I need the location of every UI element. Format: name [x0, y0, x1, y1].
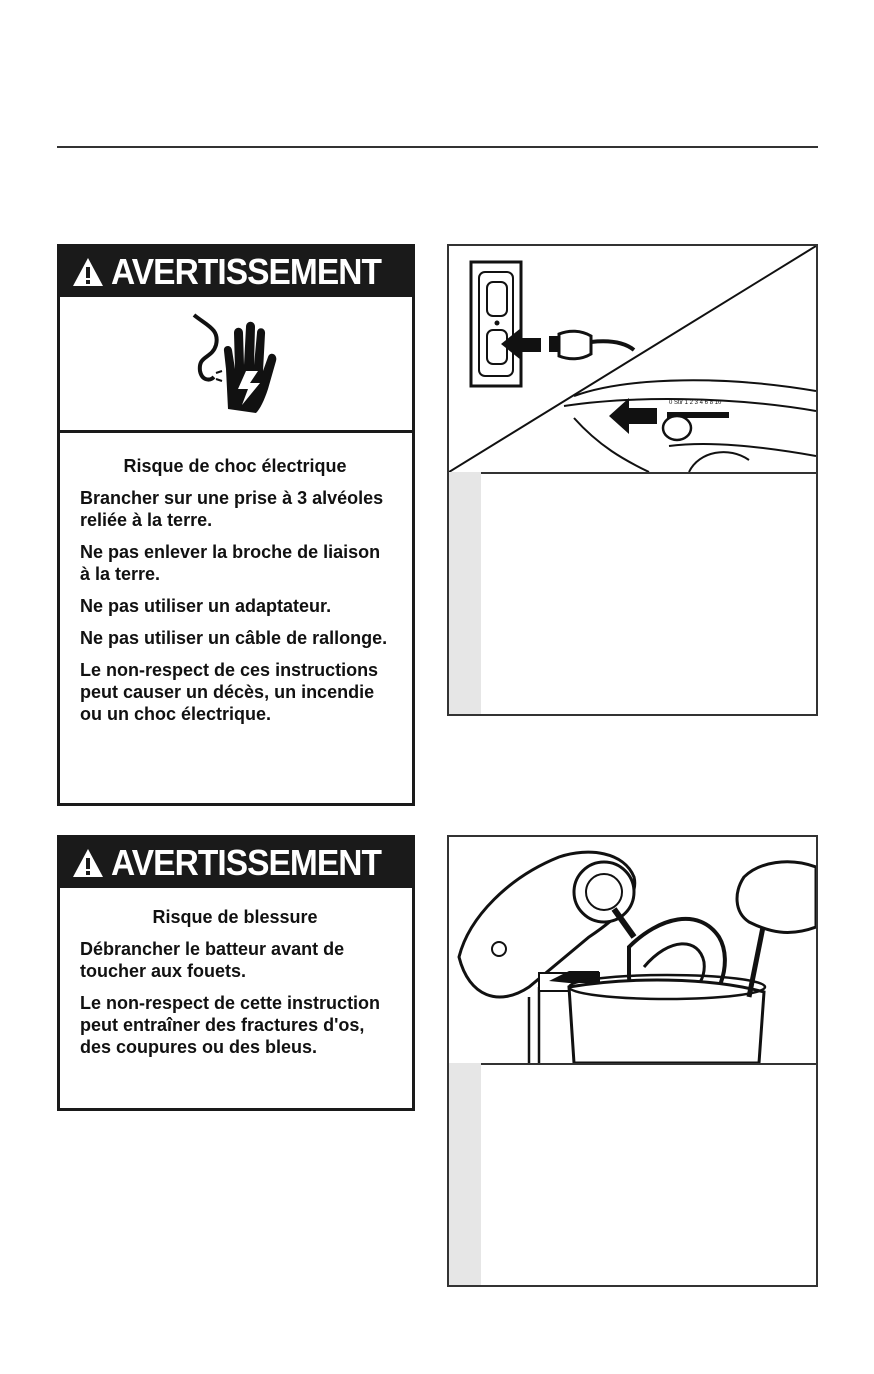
warning-title: AVERTISSEMENT	[110, 842, 381, 883]
panel-illustration	[449, 246, 816, 474]
panel-step-column	[449, 1063, 481, 1285]
attach-flat-beater-icon	[449, 837, 816, 1063]
warning-triangle-icon	[71, 256, 105, 288]
warning-line: Ne pas utiliser un câble de rallonge.	[80, 628, 388, 648]
warning-pictogram	[60, 297, 412, 433]
electrical-shock-warning	[57, 244, 415, 806]
warning-body	[60, 433, 412, 745]
warning-line: Ne pas enlever la broche de liaison à la terre.	[80, 542, 381, 584]
step-panel-plug	[447, 244, 818, 716]
warning-line: Débrancher le batteur avant de toucher aux fouets.	[80, 939, 345, 981]
electrical-shock-hand-icon	[176, 309, 296, 419]
plug-into-outlet-icon	[449, 246, 816, 472]
injury-warning	[57, 835, 415, 1111]
speed-scale-label: 0 Stir 1 2 3 4 6 8 10	[669, 400, 722, 406]
panel-step-column	[449, 472, 481, 714]
warning-header	[60, 838, 412, 888]
warning-title: AVERTISSEMENT	[110, 251, 381, 292]
warning-subtitle: Risque de blessure	[152, 907, 318, 927]
warning-body	[60, 888, 412, 1078]
header-rule	[57, 146, 818, 148]
warning-header	[60, 247, 412, 297]
panel-illustration	[449, 837, 816, 1065]
warning-line: Le non-respect de ces instructions peut causer un décès, un incendie ou un choc électrique.	[80, 660, 379, 724]
warning-line: Brancher sur une prise à 3 alvéoles reliée à la terre.	[80, 488, 384, 530]
warning-subtitle: Risque de choc électrique	[123, 456, 347, 476]
warning-line: Le non-respect de cette instruction peut entraîner des fractures d'os, des coupures ou des bleus.	[80, 993, 381, 1057]
warning-line: Ne pas utiliser un adaptateur.	[80, 596, 332, 616]
warning-triangle-icon	[71, 847, 105, 879]
step-panel-beater	[447, 835, 818, 1287]
